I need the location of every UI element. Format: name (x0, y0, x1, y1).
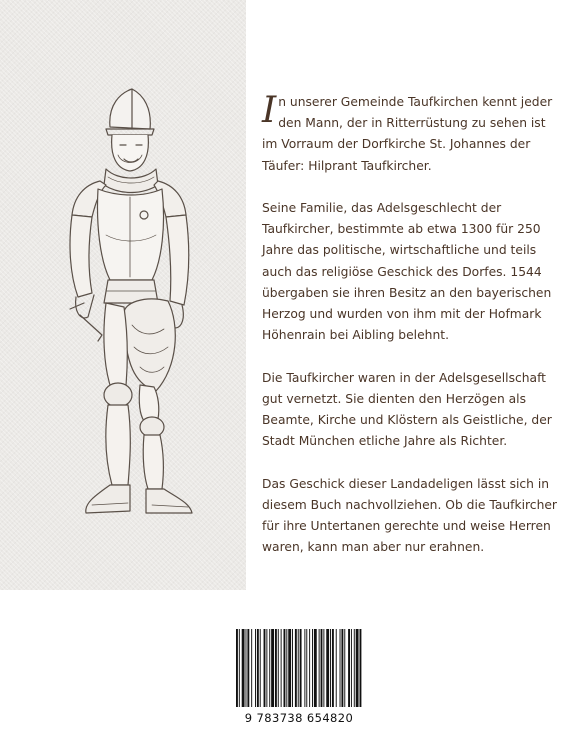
isbn-number: 9 783738 654820 (244, 711, 354, 725)
intro-text: n unserer Gemeinde Taufkirchen kennt jeder den Mann, der in Ritterrüstung zu sehen ist im Vorraum der Dorfkirche St. Johannes der Täufer: Hilprant Taufkircher. (262, 95, 553, 173)
illustration-panel (0, 0, 246, 590)
paragraph-network: Die Taufkircher waren in der Adelsgesellschaft gut vernetzt. Sie dienten den Herzögen als Beamte, Kirche und Klöstern als Geistliche, der Stadt München etliche Jahre als Richter. (262, 370, 552, 449)
paragraph-book: Das Geschick dieser Landadeligen lässt sich in diesem Buch nachvollziehen. Ob die Taufkircher für ihre Untertanen gerechte und weise Herren waren, kann man aber nur erahnen. (262, 476, 557, 555)
back-cover-text (262, 92, 562, 580)
intro-paragraph (262, 92, 562, 177)
drop-cap: I (262, 90, 277, 131)
barcode-bars-icon (232, 627, 366, 709)
knight-illustration-icon (40, 85, 210, 530)
paragraph-family: Seine Familie, das Adelsgeschlecht der Taufkircher, bestimmte ab etwa 1300 für 250 Jahre das politische, wirtschaftliche und teils auch das religiöse Geschick des Dorfes. 1544 übergaben sie ihren Besitz an den bayerischen Herzog und wurden von ihm mit der Hofmark Höhenrain bei Aibling belehnt. (262, 201, 552, 343)
isbn-barcode (232, 627, 366, 725)
